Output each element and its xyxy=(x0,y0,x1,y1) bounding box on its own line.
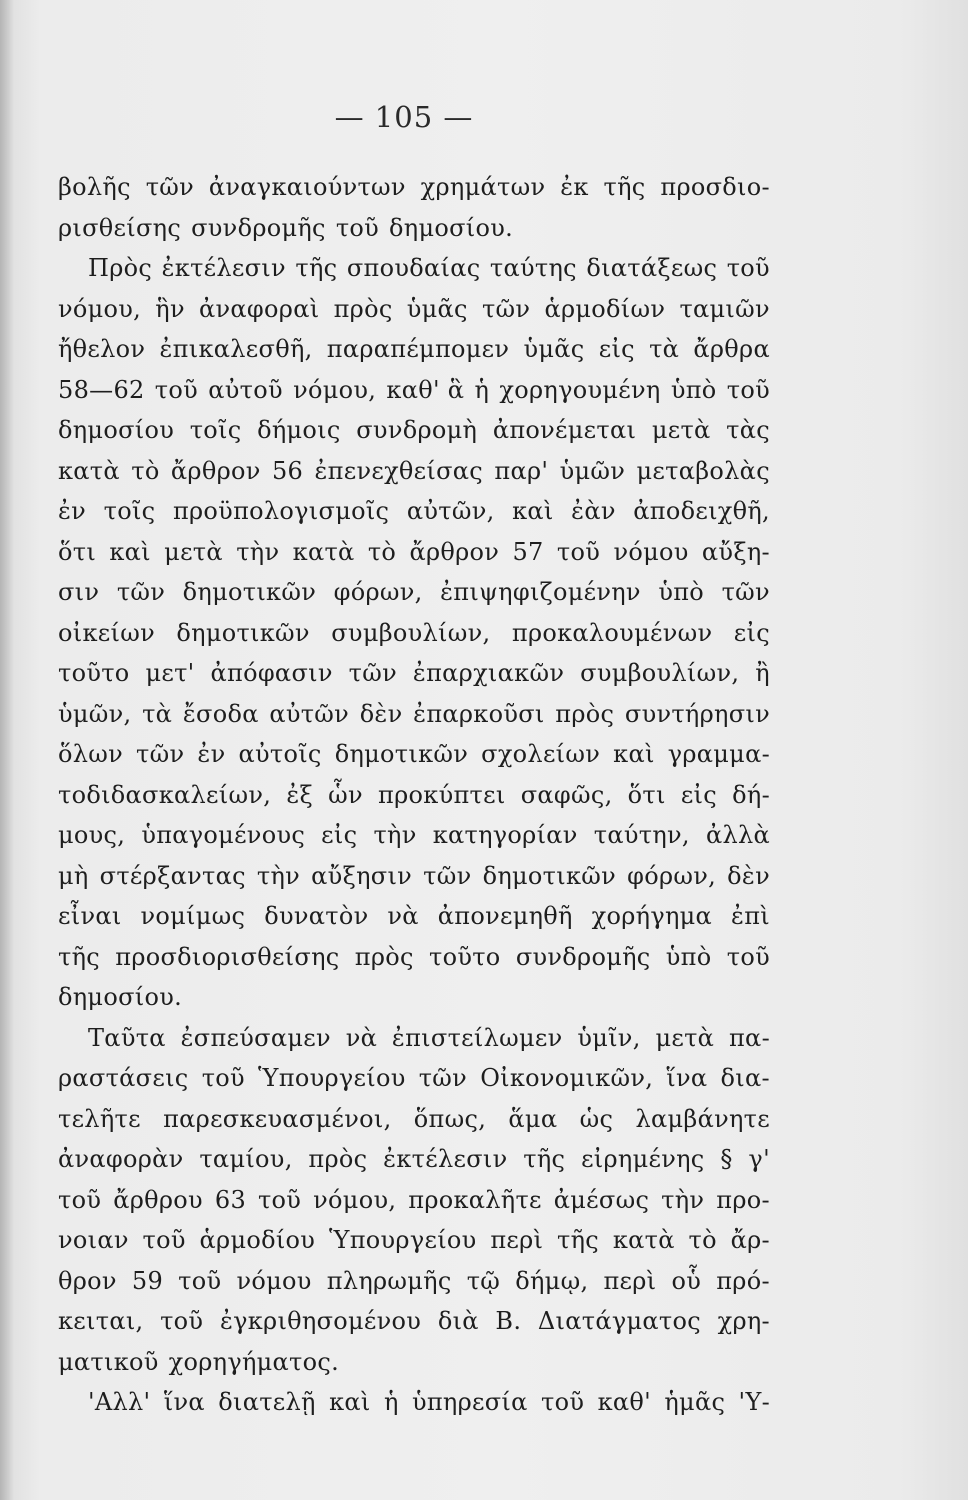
text-line xyxy=(58,532,770,573)
word: νοιαν xyxy=(58,1226,129,1254)
word: νόμου, xyxy=(293,375,377,404)
word: προϋπολογισμοῖς xyxy=(172,497,390,525)
word: τοῦ xyxy=(142,1226,186,1254)
word: ὑμᾶς xyxy=(406,294,468,323)
page-number: — 105 — xyxy=(334,100,474,134)
word: τῶν xyxy=(423,861,472,890)
word: ἀναγκαιούντων xyxy=(208,173,406,201)
word: ὅτι xyxy=(627,780,666,809)
word: κατὰ xyxy=(612,1226,675,1254)
word: συντήρησιν xyxy=(624,699,770,728)
word: περὶ xyxy=(603,1266,657,1295)
word: αὔξη- xyxy=(701,537,770,566)
word: αὐτοῦ xyxy=(208,375,283,404)
text-line xyxy=(58,572,770,613)
word: τῶν xyxy=(145,173,195,201)
text-line xyxy=(58,1382,770,1423)
word: ἐπενεχθείσας xyxy=(314,456,484,485)
word: προκύπτει xyxy=(378,780,506,809)
word: τὰ xyxy=(142,699,173,728)
word: τοῦ xyxy=(58,1185,102,1214)
word: τὴν xyxy=(661,1185,705,1214)
word: τοῦ xyxy=(726,942,770,971)
word: τὰς xyxy=(726,416,770,444)
word: δια- xyxy=(720,1064,770,1092)
text-line xyxy=(58,937,770,978)
word: καὶ xyxy=(329,1388,371,1416)
word: κειται, xyxy=(58,1307,144,1335)
word: ταύτην, xyxy=(593,821,690,849)
word: μετ' xyxy=(145,659,195,687)
text-line xyxy=(58,694,770,735)
word: ἀπονεμηθῆ xyxy=(437,902,573,930)
word: ταμιῶν xyxy=(679,294,770,323)
word: νὰ xyxy=(345,1023,378,1052)
word: πρὸς xyxy=(333,294,393,323)
word: δημοτικῶν xyxy=(176,618,310,647)
text-line xyxy=(58,613,770,654)
word: δὲν xyxy=(359,699,403,728)
word: εἰς xyxy=(321,821,358,849)
word: τὴν xyxy=(373,821,417,849)
word: καὶ xyxy=(109,537,151,566)
word: πρὸς xyxy=(308,1145,368,1173)
word: χορηγουμένη xyxy=(499,375,661,404)
word: ἀμέσως xyxy=(553,1185,650,1214)
word: δημοτικῶν xyxy=(482,861,617,890)
word: ἀποδειχθῆ, xyxy=(633,497,770,525)
word: τῆς xyxy=(295,254,338,282)
word: δήμοις xyxy=(257,416,341,444)
text-line xyxy=(58,248,770,289)
word: πληρωμῆς xyxy=(326,1266,452,1295)
word: ἐξ xyxy=(286,780,314,809)
word: θρον xyxy=(58,1266,117,1295)
word: χρημάτων xyxy=(420,173,546,201)
word: ὑμῶν, xyxy=(58,699,132,728)
word: ἐκ xyxy=(560,173,589,201)
word: μετὰ xyxy=(651,416,711,444)
word: ἔσοδα xyxy=(182,699,259,728)
word: τὸ xyxy=(688,1226,717,1254)
text-line xyxy=(58,1261,770,1302)
word: εἰς xyxy=(733,618,770,647)
word: καὶ xyxy=(512,497,554,525)
word: τοῖς xyxy=(103,497,156,525)
word: αὐτῶν, xyxy=(406,497,495,525)
word: ἐν xyxy=(197,740,226,768)
word: φόρων, xyxy=(333,578,423,606)
word: γραμμα- xyxy=(667,740,770,768)
word: ἐπιστείλωμεν xyxy=(391,1023,563,1052)
word: τοῦ xyxy=(154,375,199,404)
word: δὲν xyxy=(727,861,770,890)
word: συνδρομὴ xyxy=(356,416,478,444)
word: παρεσκευασμένοι, xyxy=(163,1104,392,1133)
word: Διατάγματος xyxy=(537,1307,701,1335)
word: 57 xyxy=(512,537,544,566)
word: ὑπαγομένους xyxy=(141,821,306,849)
word: σιν xyxy=(58,578,100,606)
binding-shadow xyxy=(0,0,14,1500)
word: ἁρμοδίων xyxy=(544,294,666,323)
word: ἐν xyxy=(58,497,87,525)
word: τῷ xyxy=(466,1266,501,1295)
word: δυνατὸν xyxy=(264,902,369,930)
word: μὴ xyxy=(58,861,89,890)
word: καθ' xyxy=(597,1388,652,1416)
word: τοῦτο xyxy=(429,942,501,971)
word: μεταβολὰς xyxy=(636,456,770,485)
word: νόμου xyxy=(236,1266,312,1295)
word: τοῦ xyxy=(257,1185,302,1214)
word: τῶν xyxy=(348,659,397,687)
word: 63 xyxy=(214,1185,247,1214)
text-line xyxy=(58,734,770,775)
word: κατὰ xyxy=(58,456,120,485)
word: σπουδαίας xyxy=(346,254,481,282)
word: δημοσίου xyxy=(58,416,175,444)
word: ὅλων xyxy=(58,740,124,768)
word: μους, xyxy=(58,821,126,849)
text-line xyxy=(58,1301,770,1342)
word: τῶν xyxy=(481,294,531,323)
text-line xyxy=(58,451,770,492)
word: λαμβάνητε xyxy=(635,1104,770,1133)
word: ματικοῦ xyxy=(58,1347,159,1376)
word: τὴν xyxy=(236,537,280,566)
word: τοῦ xyxy=(541,1388,585,1416)
word: ἀναφορὰν xyxy=(58,1145,184,1173)
word: εἰρημένης xyxy=(581,1145,705,1173)
word: ὅτι xyxy=(58,537,97,566)
word: ρισθείσης xyxy=(58,213,182,242)
word: Β. xyxy=(495,1307,522,1335)
word: ὡς xyxy=(579,1104,614,1133)
word: σαφῶς, xyxy=(520,780,613,809)
word: τοῦ xyxy=(178,1266,222,1295)
word: τοῦ xyxy=(726,375,770,404)
text-line xyxy=(58,1099,770,1140)
text-line xyxy=(58,1342,770,1383)
text-line xyxy=(58,289,770,330)
word: ἄρθρον xyxy=(409,537,500,566)
word: ἵνα xyxy=(163,1388,205,1416)
word: προ- xyxy=(716,1185,770,1214)
word: γ' xyxy=(748,1145,770,1173)
word: ραστάσεις xyxy=(58,1064,189,1092)
word: ἀπόφασιν xyxy=(210,659,333,687)
word: εἰς xyxy=(680,780,718,809)
word: πρὸς xyxy=(354,942,414,971)
word: Ὑπουργείου xyxy=(258,1064,406,1092)
word: αὐτῶν xyxy=(269,699,350,728)
word: ὑπηρεσία xyxy=(411,1388,528,1416)
word: μετὰ xyxy=(655,1023,715,1052)
word: δή- xyxy=(732,780,770,809)
word: διὰ xyxy=(437,1307,479,1335)
word: χρη- xyxy=(717,1307,770,1335)
word: ὧν xyxy=(328,780,363,809)
word: ἀναφοραὶ xyxy=(199,294,320,323)
word: τὰ xyxy=(649,335,680,363)
word: τῶν xyxy=(721,578,770,606)
word: 'Υ- xyxy=(738,1388,770,1416)
text-line xyxy=(58,1018,770,1059)
word: Οἰκονομικῶν, xyxy=(480,1064,654,1092)
word: ὑπὸ xyxy=(670,375,717,404)
text-line xyxy=(58,977,770,1018)
word: ἅμα xyxy=(508,1104,558,1133)
word: 58—62 xyxy=(58,375,145,404)
word: χορήγημα xyxy=(591,902,713,930)
word: ἐπικαλεσθῆ, xyxy=(159,335,313,363)
word: δημοσίου. xyxy=(58,983,183,1011)
word: τῆς xyxy=(58,942,100,971)
word: τὸ xyxy=(367,537,397,566)
word: νὰ xyxy=(387,902,419,930)
word: προσδιο- xyxy=(660,173,770,201)
word: ὑμῶν xyxy=(559,456,626,485)
word: εἰς xyxy=(598,335,635,363)
word: ἄρ- xyxy=(730,1226,770,1254)
word: ἤθελον xyxy=(58,335,146,363)
word: πρὸς xyxy=(555,699,615,728)
text-line xyxy=(58,775,770,816)
word: τοῖς xyxy=(189,416,242,444)
word: δήμῳ, xyxy=(515,1266,589,1295)
word: § xyxy=(720,1145,733,1173)
word: οἰκείων xyxy=(58,618,155,647)
text-line xyxy=(58,208,770,249)
word: ἡ xyxy=(474,375,490,404)
word: προσδιορισθείσης xyxy=(115,942,340,971)
word: τοῦτο xyxy=(58,659,130,687)
word: ἐπιψηφιζομένην xyxy=(440,578,641,606)
word: φόρων, xyxy=(627,861,717,890)
word: χορηγήματος. xyxy=(168,1347,340,1376)
text-line xyxy=(58,653,770,694)
text-line xyxy=(58,1180,770,1221)
word: προκαλουμένων xyxy=(511,618,713,647)
word: ὑπὸ xyxy=(665,942,712,971)
word: τοῦ xyxy=(201,1064,245,1092)
word: ἄρθρου xyxy=(113,1185,203,1214)
word: ταύτης xyxy=(489,254,577,282)
word: συνδρομῆς xyxy=(515,942,651,971)
text-line xyxy=(58,1220,770,1261)
text-line xyxy=(58,856,770,897)
word: δημοτικῶν xyxy=(334,740,469,768)
text-line xyxy=(58,410,770,451)
word: ὑμᾶς xyxy=(523,335,585,363)
word: κατὰ xyxy=(292,537,355,566)
word: ἐπαρχιακῶν xyxy=(412,659,565,687)
word: εἶναι xyxy=(58,902,122,930)
word: ὑπὸ xyxy=(658,578,705,606)
word: τῶν xyxy=(418,1064,468,1092)
word: Ὑπουργείου xyxy=(328,1226,477,1254)
word: ἐγκριθησομένου xyxy=(219,1307,422,1335)
word: ἐκτέλεσιν xyxy=(383,1145,508,1173)
word: τοῦ xyxy=(335,213,380,242)
word: 'Αλλ' xyxy=(88,1388,151,1416)
word: μετὰ xyxy=(164,537,223,566)
word: σχολείων xyxy=(481,740,601,768)
word: ὅπως, xyxy=(413,1104,487,1133)
word: βολῆς xyxy=(58,173,131,201)
word: ἄρθρον xyxy=(170,456,261,485)
word: συμβουλίων, xyxy=(580,659,740,687)
word: ἢ xyxy=(755,659,770,687)
text-line xyxy=(58,1139,770,1180)
word: νόμου, xyxy=(313,1185,397,1214)
word: περὶ xyxy=(490,1226,544,1254)
word: ἵνα xyxy=(666,1064,708,1092)
word: στέρξαντας xyxy=(99,861,246,890)
word: οὗ xyxy=(671,1266,702,1295)
word: πα- xyxy=(728,1023,770,1052)
word: 56 xyxy=(271,456,304,485)
word: αὔξησιν xyxy=(311,861,413,890)
word: τοῦ xyxy=(556,537,601,566)
word: αὐτοῖς xyxy=(238,740,322,768)
word: δημοσίου. xyxy=(389,213,514,242)
word: τὸ xyxy=(131,456,160,485)
word: συμβουλίων, xyxy=(331,618,491,647)
word: ταμίου, xyxy=(199,1145,293,1173)
word: ἣν xyxy=(155,294,185,323)
word: ἐκτέλεσιν xyxy=(161,254,286,282)
word: πρό- xyxy=(716,1266,770,1295)
word: τῆς xyxy=(523,1145,566,1173)
word: διατελῇ xyxy=(218,1388,316,1416)
word: συνδρομῆς xyxy=(191,213,326,242)
word: τῆς xyxy=(557,1226,600,1254)
word: διατάξεως xyxy=(586,254,718,282)
word: ἀπονέμεται xyxy=(492,416,637,444)
word: νόμου xyxy=(613,537,689,566)
word: ἐσπεύσαμεν xyxy=(180,1023,331,1052)
word: ἡ xyxy=(383,1388,399,1416)
text-line xyxy=(58,1058,770,1099)
word: τοῦ xyxy=(160,1307,204,1335)
text-line xyxy=(58,896,770,937)
word: ἡμᾶς xyxy=(664,1388,726,1416)
word: τῶν xyxy=(116,578,166,606)
word: 59 xyxy=(131,1266,164,1295)
word: παρ' xyxy=(494,456,549,485)
word: ἀλλὰ xyxy=(705,821,770,849)
word: νομίμως xyxy=(140,902,246,930)
word: παραπέμπομεν xyxy=(326,335,510,363)
word: Πρὸς xyxy=(88,254,153,282)
word: νόμου, xyxy=(58,294,142,323)
text-line xyxy=(58,329,770,370)
text-line xyxy=(58,370,770,411)
word: ὑμῖν, xyxy=(577,1023,641,1052)
word: προκαλῆτε xyxy=(408,1185,542,1214)
word: ἐπαρκοῦσι xyxy=(413,699,545,728)
word: ἄρθρα xyxy=(693,335,770,363)
word: τοδιδασκαλείων, xyxy=(58,780,272,809)
word: τῆς xyxy=(603,173,646,201)
text-line xyxy=(58,815,770,856)
word: ἁρμοδίου xyxy=(199,1226,316,1254)
word: ἐπὶ xyxy=(731,902,770,930)
word: Ταῦτα xyxy=(88,1023,166,1052)
word: τὴν xyxy=(256,861,301,890)
word: καὶ xyxy=(613,740,655,768)
word: τῶν xyxy=(136,740,185,768)
word: ἐὰν xyxy=(571,497,616,525)
body-text xyxy=(58,167,770,1423)
word: τοῦ xyxy=(726,254,770,282)
word: κατηγορίαν xyxy=(432,821,578,849)
word: καθ' ἃ xyxy=(386,375,465,404)
text-line xyxy=(58,167,770,208)
word: δημοτικῶν xyxy=(182,578,317,606)
text-line xyxy=(58,491,770,532)
word: τελῆτε xyxy=(58,1104,141,1133)
